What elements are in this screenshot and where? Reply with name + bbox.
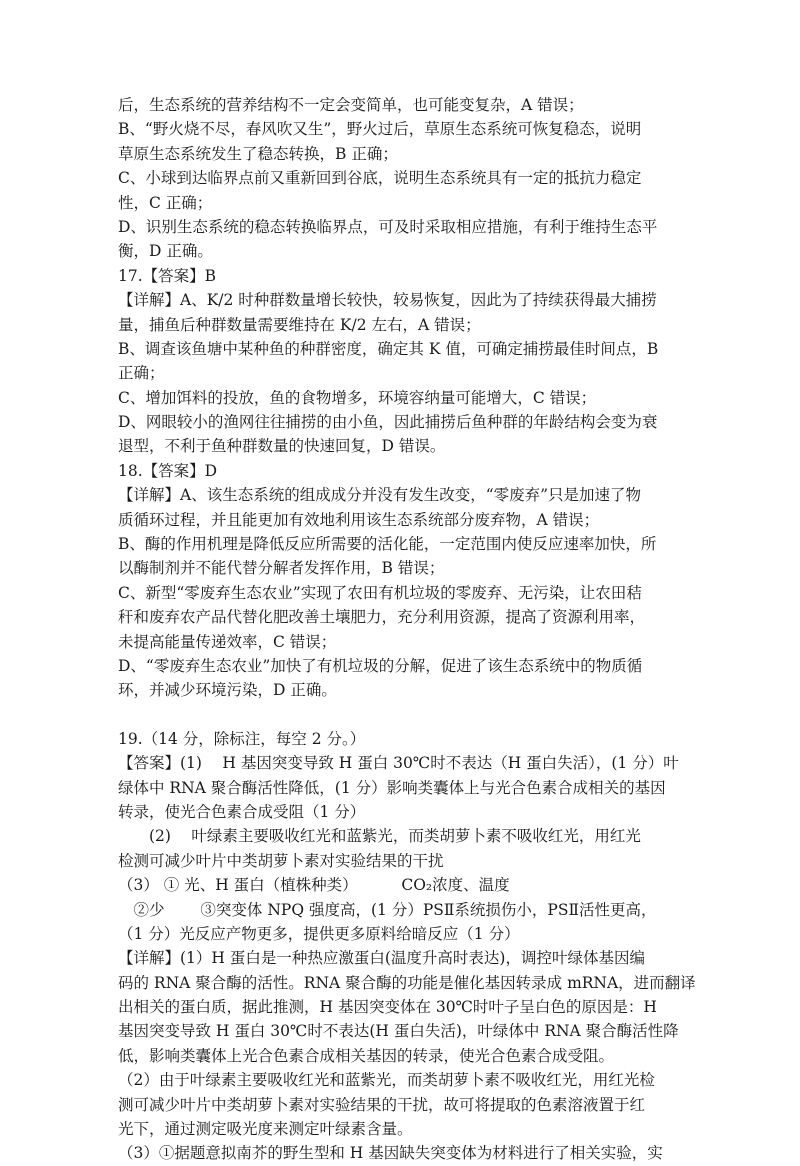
text-line: 低，影响类囊体上光合色素合成相关基因的转录，使光合色素合成受阻。 <box>118 1046 615 1065</box>
text-line: C、增加饵料的投放，鱼的食物增多，环境容纳量可能增大，C 错误； <box>118 388 597 407</box>
text-line: 19.（14 分，除标注，每空 2 分。） <box>118 729 366 748</box>
text-line: 退型，不利于鱼种群数量的快速回复，D 错误。 <box>118 437 446 456</box>
text-line: 质循环过程，并且能更加有效地利用该生态系统部分废弃物，A 错误； <box>118 510 600 529</box>
text-line: （2）由于叶绿素主要吸收红光和蓝紫光，而类胡萝卜素不吸收红光，用红光检 <box>118 1071 655 1090</box>
text-line: 绿体中 RNA 聚合酶活性降低，(1 分）影响类囊体上与光合色素合成相关的基因 <box>118 778 666 797</box>
text-line: 衡，D 正确。 <box>118 242 213 261</box>
text-line: 基因突变导致 H 蛋白 30℃时不表达(H 蛋白失活)，叶绿体中 RNA 聚合酶活性降 <box>118 1022 679 1041</box>
text-line: 【详解】(1）H 蛋白是一种热应激蛋白(温度升高时表达)，调控叶绿体基因编 <box>118 949 645 968</box>
text-line: 测可减少叶片中类胡萝卜素对实验结果的干扰，故可将提取的色素溶液置于红 <box>118 1095 646 1114</box>
text-line: 光下，通过测定吸光度来测定叶绿素含量。 <box>118 1120 413 1139</box>
answer-block-top <box>118 93 740 703</box>
text-line: 性，C 正确； <box>118 193 213 212</box>
text-line: 转录，使光合色素合成受阻（1 分） <box>118 802 366 821</box>
text-line: 后，生态系统的营养结构不一定会变简单，也可能变复杂，A 错误； <box>118 96 584 114</box>
text-line: D、网眼较小的渔网往往捕捞的由小鱼，因此捕捞后鱼种群的年龄结构会变为衰 <box>118 413 658 432</box>
text-line: 量，捕鱼后种群数量需要维持在 K/2 左右，A 错误； <box>118 315 481 334</box>
text-line: 秆和废弃农产品代替化肥改善土壤肥力，充分利用资源，提高了资源利用率， <box>118 608 646 627</box>
text-line: 【答案】(1) H 基因突变导致 H 蛋白 30℃时不表达（H 蛋白失活），(1 分）叶 <box>118 754 679 773</box>
text-line: C、小球到达临界点前又重新回到谷底，说明生态系统具有一定的抵抗力稳定 <box>118 169 642 188</box>
text-line: 18.【答案】D <box>118 461 218 480</box>
text-line: B、调查该鱼塘中某种鱼的种群密度，确定其 K 值，可确定捕捞最佳时间点，B <box>118 339 659 358</box>
text-line: 【详解】A、该生态系统的组成成分并没有发生改变，“零废弃”只是加速了物 <box>118 486 642 505</box>
text-line: （3）①据题意拟南芥的野生型和 H 基因缺失突变体为材料进行了相关实验，实 <box>118 1144 663 1163</box>
text-line: 出相关的蛋白质，据此推测，H 基因突变体在 30℃时叶子呈白色的原因是：H <box>118 998 657 1017</box>
text-line: B、酶的作用机理是降低反应所需要的活化能，一定范围内使反应速率加快，所 <box>118 535 657 554</box>
text-line: 码的 RNA 聚合酶的活性。RNA 聚合酶的功能是催化基因转录成 mRNA，进而翻译 <box>118 973 696 992</box>
text-line: 检测可减少叶片中类胡萝卜素对实验结果的干扰 <box>118 851 444 870</box>
text-line: 17.【答案】B <box>118 266 217 285</box>
text-line: （3） ① 光、H 蛋白（植株种类） CO₂浓度、温度 <box>118 876 510 895</box>
text-line: 未提高能量传递效率，C 错误； <box>118 632 337 651</box>
text-line: 【详解】A、K/2 时种群数量增长较快，较易恢复，因此为了持续获得最大捕捞 <box>118 291 657 310</box>
text-line: ②少 ③突变体 NPQ 强度高，(1 分）PSⅡ系统损伤小，PSⅡ活性更高， <box>118 900 657 919</box>
text-line: D、识别生态系统的稳态转换临界点，可及时采取相应措施，有利于维持生态平 <box>118 217 658 236</box>
text-line: D、“零废弃生态农业”加快了有机垃圾的分解，促进了该生态系统中的物质循 <box>118 656 643 675</box>
text-line: 正确； <box>118 364 165 383</box>
paragraph-gap <box>118 703 740 727</box>
text-line: B、“野火烧不尽，春风吹又生”，野火过后，草原生态系统可恢复稳态，说明 <box>118 120 642 139</box>
text-line: （1 分）光反应产物更多，提供更多原料给暗反应（1 分） <box>118 924 520 943</box>
answer-block-19 <box>118 727 740 1166</box>
text-line: 以酶制剂并不能代替分解者发挥作用，B 错误； <box>118 559 445 578</box>
text-line: 草原生态系统发生了稳态转换，B 正确； <box>118 144 398 163</box>
text-line: C、新型“零废弃生态农业”实现了农田有机垃圾的零废弃、无污染，让农田秸 <box>118 583 642 602</box>
text-line: (2) 叶绿素主要吸收红光和蓝紫光，而类胡萝卜素不吸收红光，用红光 <box>118 827 641 846</box>
text-line: 环，并减少环境污染，D 正确。 <box>118 681 337 700</box>
